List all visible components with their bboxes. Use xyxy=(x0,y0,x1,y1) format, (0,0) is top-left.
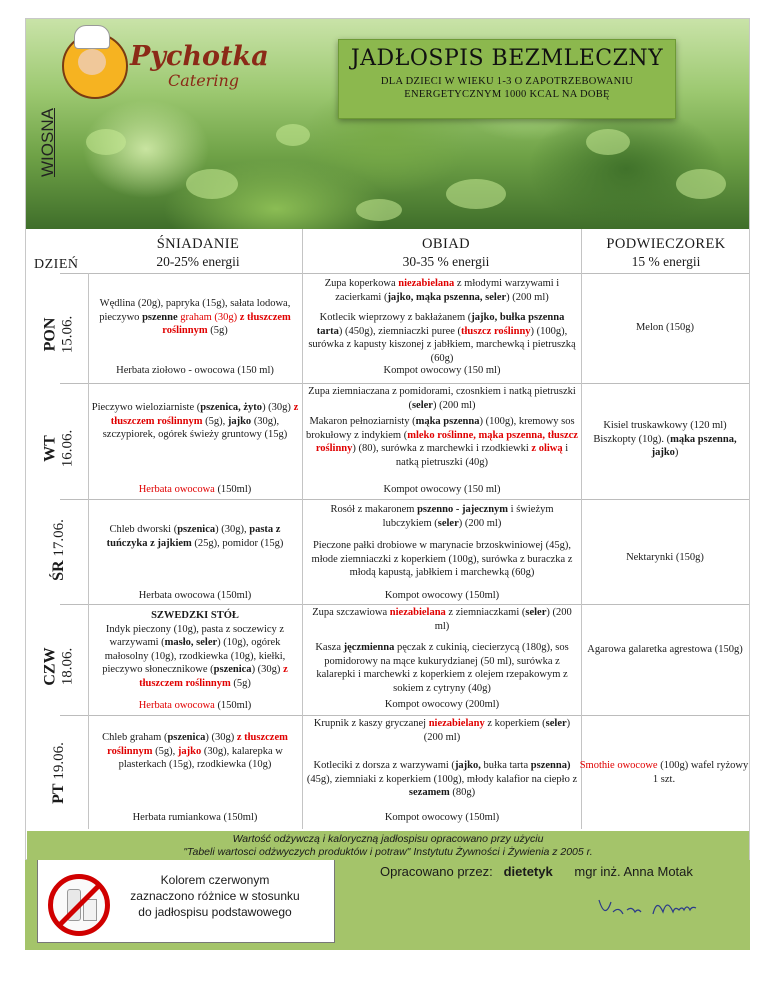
thu-breakfast-drink xyxy=(90,699,300,713)
allergen: pszenica xyxy=(213,664,252,675)
logo-sub: Catering xyxy=(168,71,239,90)
text: z ziemniaczkami ( xyxy=(445,607,526,618)
thu-snack: Agarowa galaretka agrestowa (150g) xyxy=(587,644,743,655)
mon-breakfast xyxy=(90,297,300,338)
text: ) (200 ml) xyxy=(506,291,549,303)
allergen: jajko, bułka pszenna tarta xyxy=(316,312,565,337)
fri-breakfast xyxy=(90,731,300,772)
mon-breakfast-drink: Herbata ziołowo - owocowa (150 ml) xyxy=(116,365,274,376)
text: ) (200 ml) xyxy=(432,399,476,411)
day-date: 16.06. xyxy=(59,429,76,468)
text: (30g), szczypiorek, ogórek świeży gruntowy (15g) xyxy=(102,415,288,440)
wed-main: Pieczone pałki drobiowe w marynacie brzoskwiniowej (45g), młode ziemniaczki z koperkiem (100g), surówka z buraczka z młodą kapustą, jabłkiem i marchewką (60g) xyxy=(311,540,573,578)
day-abbr: CZW xyxy=(41,647,59,686)
allergen: jajko xyxy=(227,415,252,427)
text: (45g), ziemniaki z koperkiem (100g), młody kalafior na ciepło z xyxy=(306,773,578,785)
season-label: WIOSNA xyxy=(38,108,57,177)
day-label-wed xyxy=(50,519,68,581)
chef-hat-icon xyxy=(74,25,110,49)
text: pęczak z cukinią, ciecierzycą (180g), sos pomidorowy na mące kukurydzianej (50 ml), surówka z kalarepki i marchewki z koperkiem z olejem rzepakowym z sokiem z cytryny (40g) xyxy=(316,642,569,694)
text: (100g) wafel ryżowy 1 szt. xyxy=(652,760,749,785)
text: ) (200 ml) xyxy=(423,718,571,743)
wed-breakfast-drink: Herbata owocowa (150ml) xyxy=(138,590,252,601)
bottom-panel xyxy=(25,860,750,950)
lunch-header xyxy=(311,236,581,270)
diff-highlight: niezabielana xyxy=(398,278,455,289)
allergen: pszenna) xyxy=(530,760,571,771)
wed-lunch-drink: Kompot owocowy (150ml) xyxy=(384,590,500,601)
day-abbr: ŚR xyxy=(50,560,67,581)
mon-lunch-drink: Kompot owocowy (150 ml) xyxy=(383,365,501,376)
text: Pieczywo wieloziarniste ( xyxy=(91,402,201,413)
buffet-title: SZWEDZKI STÓŁ xyxy=(151,610,239,621)
text: Makaron pełnoziarnisty ( xyxy=(309,416,416,427)
diff-highlight: z tłuszczem roślinnym xyxy=(139,664,288,689)
source-note xyxy=(27,831,749,860)
wed-breakfast xyxy=(90,523,300,550)
tue-lunch-drink: Kompot owocowy (150 ml) xyxy=(383,484,501,495)
day-label-tue xyxy=(42,418,77,480)
text: (30g), kalarepka w plasterkach (15g), rzodkiewka (10g) xyxy=(118,745,283,770)
allergen: sezamem xyxy=(408,787,450,798)
day-date: 19.06. xyxy=(51,742,67,780)
title-box xyxy=(338,39,676,119)
thu-breakfast xyxy=(90,609,300,690)
text: Indyk pieczony (10g), pasta z soczewicy z warzywami ( xyxy=(105,623,285,648)
text: ) (30g) xyxy=(251,664,284,675)
text: (80g) xyxy=(449,787,476,798)
menu-page xyxy=(25,18,750,860)
diff-highlight: jajko xyxy=(177,745,202,757)
fri-main xyxy=(306,759,578,800)
subtitle-line-2: ENERGETYCZNYM 1000 KCAL NA DOBĘ xyxy=(404,89,610,100)
row-divider xyxy=(60,273,749,274)
allergen: mąka pszenna, jajko xyxy=(651,433,737,458)
allergen: seler xyxy=(545,718,567,729)
text: i natką pietruszki (40g) xyxy=(395,443,569,468)
text: ) (30g) xyxy=(205,732,237,743)
text: (25g), pomidor (15g) xyxy=(191,537,284,549)
allergen: masło, seler xyxy=(164,637,218,648)
author-name: mgr inż. Anna Motak xyxy=(574,864,693,879)
allergen: jajko, xyxy=(454,760,481,771)
diff-highlight: niezabielany xyxy=(428,718,485,729)
text: ) (200 ml) xyxy=(434,607,572,632)
text: z młodymi warzywami i zacierkami ( xyxy=(335,278,560,303)
allergen: pszenica xyxy=(167,732,206,743)
fri-lunch-drink: Kompot owocowy (150ml) xyxy=(384,812,500,823)
tue-breakfast-drink xyxy=(90,483,300,497)
text: ) (80), surówka z marchewki i rzodkiewki xyxy=(352,443,532,454)
diff-highlight: tłuszcz roślinny xyxy=(461,325,531,337)
text: ) (200 ml) xyxy=(458,517,502,529)
day-column-header: DZIEŃ xyxy=(34,257,79,272)
fri-soup xyxy=(306,717,578,744)
row-divider xyxy=(60,383,749,384)
diff-highlight: z tłuszczem roślinnym xyxy=(107,732,288,757)
text: ) (30g) xyxy=(262,402,294,413)
text: Rosół z makaronem xyxy=(330,504,418,515)
text: (5g) xyxy=(207,325,228,336)
day-label-fri xyxy=(50,742,68,804)
logo-name: Pychotka xyxy=(130,41,269,72)
text: graham (30g) xyxy=(177,311,240,323)
diff-highlight: mleko roślinne, mąka pszenna, tłuszcz roślinny xyxy=(315,429,578,454)
mon-soup xyxy=(306,277,578,304)
text: (150ml) xyxy=(214,700,252,711)
allergen: seler xyxy=(411,399,433,411)
allergen: pszenica xyxy=(177,524,216,535)
header-photo xyxy=(26,19,749,229)
wed-soup xyxy=(306,503,578,530)
day-date: 15.06. xyxy=(59,315,76,354)
snack-energy: 15 % energii xyxy=(631,254,701,269)
diff-highlight: z tłuszczem roślinnym xyxy=(110,402,299,427)
day-date: 17.06. xyxy=(51,519,67,557)
author-line xyxy=(380,864,693,879)
text: ) (450g), ziemniaczki puree ( xyxy=(338,325,462,337)
author-role: dietetyk xyxy=(503,864,553,879)
day-abbr: PON xyxy=(41,317,59,352)
text: Chleb dworski ( xyxy=(109,524,178,535)
day-abbr: PT xyxy=(50,783,67,804)
no-dairy-icon xyxy=(48,874,110,936)
snack-title: PODWIECZOREK xyxy=(606,236,726,252)
day-abbr: WT xyxy=(41,435,59,462)
diff-highlight: niezabielana xyxy=(389,607,446,618)
fri-snack xyxy=(578,759,750,786)
row-divider xyxy=(60,715,749,716)
legend-text: Kolorem czerwonym zaznaczono różnice w stosunku do jadłospisu podstawowego xyxy=(130,873,300,919)
legend-box xyxy=(37,860,335,943)
row-divider xyxy=(60,499,749,500)
lunch-title: OBIAD xyxy=(422,236,470,252)
lunch-energy: 30-35 % energii xyxy=(402,254,490,269)
text: Kisiel truskawkowy (120 ml) Biszkopty (10g). ( xyxy=(593,420,727,445)
breakfast-energy: 20-25% energii xyxy=(156,254,240,269)
snack-header xyxy=(586,236,746,270)
tue-main xyxy=(306,415,578,469)
mon-main xyxy=(306,311,578,365)
allergen-diff: z tłuszczem roślinnym xyxy=(162,311,291,336)
allergen: pszenne xyxy=(142,311,178,323)
diff-highlight: Herbata owocowa xyxy=(138,484,215,495)
diff-highlight: Smothie owocowe xyxy=(579,760,658,771)
text: Krupnik z kaszy gryczanej xyxy=(313,718,429,729)
tue-snack xyxy=(584,419,746,460)
text: (5g) xyxy=(230,677,251,689)
text: Chleb graham ( xyxy=(102,732,168,743)
text: i świeżym lubczykiem ( xyxy=(382,504,554,529)
day-label-mon xyxy=(42,304,77,366)
text: Zupa szczawiowa xyxy=(312,607,390,618)
thu-main xyxy=(306,641,578,695)
column-divider xyxy=(302,229,303,829)
allergen: seler xyxy=(525,607,547,618)
mon-snack: Melon (150g) xyxy=(635,322,695,333)
diff-highlight: z oliwą xyxy=(531,443,563,454)
allergen: pszenica, żyto xyxy=(200,402,263,413)
source-line-1: Wartość odżywczą i kaloryczną jadłospisu opracowano przy użyciu xyxy=(232,833,544,845)
text: (5g), xyxy=(202,415,228,427)
breakfast-header xyxy=(98,236,298,270)
text: ) (100g), kremowy sos brokułowy z indykiem ( xyxy=(306,416,575,441)
allergen: pasta z tuńczyka z jajkiem xyxy=(106,524,281,549)
tue-breakfast xyxy=(90,401,300,442)
text: Kotleciki z dorsza z warzywami ( xyxy=(313,760,455,771)
day-date: 18.06. xyxy=(59,647,76,686)
tue-soup xyxy=(306,385,578,412)
text: Zupa ziemniaczana z pomidorami, czosnkiem i natką pietruszki ( xyxy=(308,386,576,411)
thu-soup xyxy=(306,606,578,633)
allergen: jajko, mąka pszenna, seler xyxy=(387,291,507,303)
text: bułka tarta xyxy=(480,760,531,771)
text: ) (10g), ogórek małosolny (10g), rzodkiewka (10g), kiełki, pieczywo słonecznikowe ( xyxy=(102,637,286,675)
text: ) (30g), xyxy=(215,524,250,535)
pychotka-logo xyxy=(40,27,270,107)
row-divider xyxy=(60,604,749,605)
text: ) xyxy=(674,447,679,458)
page-title: JADŁOSPIS BEZMLECZNY xyxy=(350,46,664,71)
breakfast-title: ŚNIADANIE xyxy=(156,236,240,252)
thu-lunch-drink: Kompot owocowy (200ml) xyxy=(384,699,500,710)
diff-highlight: Herbata owocowa xyxy=(138,700,215,711)
text: (150ml) xyxy=(214,484,252,495)
text: ) (100g), surówka z kapusty kiszonej z jabłkiem, marchewką i pietruszką (60g) xyxy=(308,325,576,364)
day-label-thu xyxy=(42,636,77,698)
text: Wędlina (20g), papryka (15g), sałata lodowa, pieczywo xyxy=(99,298,291,323)
source-line-2: "Tabeli wartosci odżwyczych produktów i potraw" Instytutu Żywności i Żywienia z 2005 r. xyxy=(183,846,593,858)
text: z koperkiem ( xyxy=(484,718,546,729)
text: (5g), xyxy=(152,745,178,757)
fri-breakfast-drink: Herbata rumiankowa (150ml) xyxy=(132,812,258,823)
chef-face-icon xyxy=(78,49,106,75)
text: Kasza xyxy=(315,642,344,653)
column-divider xyxy=(88,273,89,829)
column-divider xyxy=(581,229,582,829)
text: Kotlecik wieprzowy z bakłażanem ( xyxy=(319,312,472,323)
text: Zupa koperkowa xyxy=(324,278,399,289)
allergen: mąka pszenna xyxy=(415,416,480,427)
wed-snack: Nektarynki (150g) xyxy=(626,552,704,563)
subtitle-line-1: DLA DZIECI W WIEKU 1-3 O ZAPOTRZEBOWANIU xyxy=(380,76,634,87)
prepared-by-label: Opracowano przez: xyxy=(380,864,493,879)
allergen: jęczmienna xyxy=(343,642,395,653)
signature-image xyxy=(595,894,705,920)
allergen: pszenno - jajecznym xyxy=(417,504,509,515)
allergen: seler xyxy=(437,517,459,529)
